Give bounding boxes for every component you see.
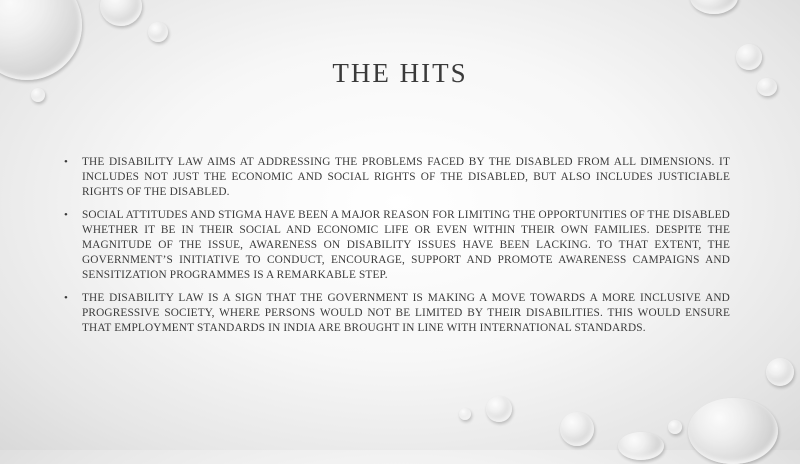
- water-drop-decoration: [618, 432, 664, 460]
- water-drop-decoration: [560, 412, 594, 446]
- bullet-text: THE DISABILITY LAW AIMS AT ADDRESSING THE PROBLEMS FACED BY THE DISABLED FROM ALL DIMENSIONS. IT INCLUDES NOT JUST THE ECONOMIC AND SOCIAL RIGHTS OF THE DISABLED, BUT ALSO INCLUDES JUSTICIABLE RIGHTS OF THE DISABLED.: [82, 156, 730, 198]
- water-drop-decoration: [148, 22, 168, 42]
- bullet-item: [62, 291, 730, 336]
- bullet-item: [62, 155, 730, 200]
- bullet-list: [62, 155, 730, 344]
- slide-title: THE HITS: [332, 58, 468, 88]
- water-drop-decoration: [688, 398, 778, 464]
- water-drop-decoration: [766, 358, 794, 386]
- bullet-text: THE DISABILITY LAW IS A SIGN THAT THE GOVERNMENT IS MAKING A MOVE TOWARDS A MORE INCLUSIVE AND PROGRESSIVE SOCIETY, WHERE PERSONS WOULD NOT BE LIMITED BY THEIR DISABILITIES. THIS WOULD ENSURE THAT EMPLOYMENT STANDARDS IN INDIA ARE BROUGHT IN LINE WITH INTERNATIONAL STANDARDS.: [82, 292, 730, 334]
- water-drop-decoration: [486, 396, 512, 422]
- bullet-item: [62, 208, 730, 283]
- water-drop-decoration: [690, 0, 738, 14]
- water-drop-decoration: [100, 0, 142, 26]
- bullet-marker: •: [64, 292, 69, 304]
- bullet-marker: •: [64, 209, 69, 221]
- bullet-marker: •: [64, 156, 69, 168]
- water-drop-decoration: [668, 420, 682, 434]
- water-drop-decoration: [31, 88, 45, 102]
- bullet-text: SOCIAL ATTITUDES AND STIGMA HAVE BEEN A MAJOR REASON FOR LIMITING THE OPPORTUNITIES OF THE DISABLED WHETHER IT BE IN THEIR SOCIAL AND ECONOMIC LIFE OR EVEN WITHIN THEIR OWN FAMILIES. DESPITE THE MAGNITUDE OF THE ISSUE, AWARENESS ON DISABILITY ISSUES HAVE BEEN LACKING. TO THAT EXTENT, THE GOVERNMENT’S INITIATIVE TO CONDUCT, ENCOURAGE, SUPPORT AND PROMOTE AWARENESS CAMPAIGNS AND SENSITIZATION PROGRAMMES IS A REMARKABLE STEP.: [82, 209, 730, 281]
- water-drop-decoration: [459, 408, 471, 420]
